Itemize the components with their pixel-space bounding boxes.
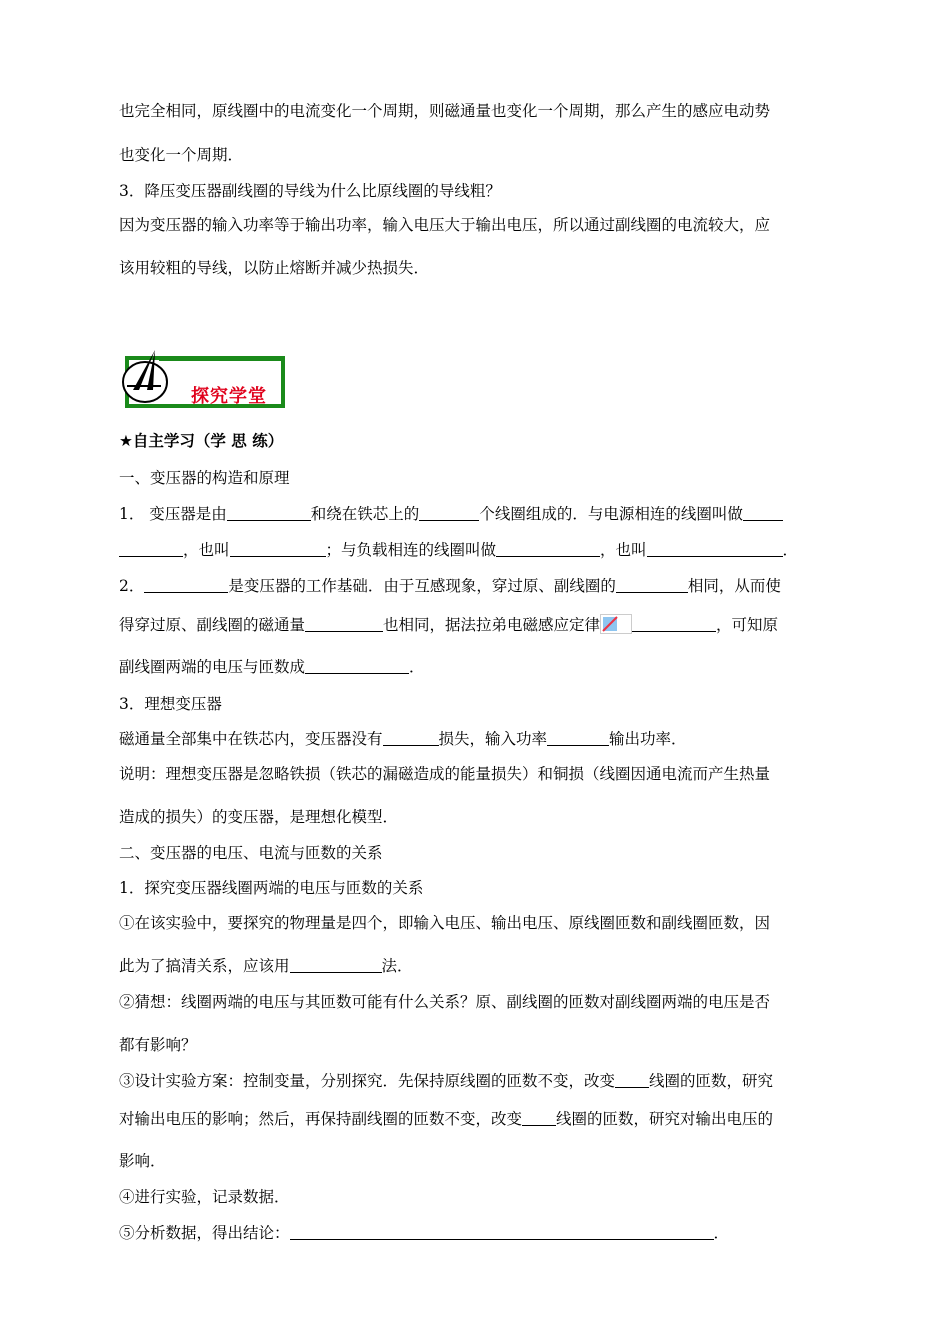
blank[interactable]: [383, 729, 439, 746]
blank[interactable]: [616, 576, 688, 593]
text-line: 影响．: [119, 1152, 166, 1170]
text: 线圈的匝数，研究对输出电压的: [556, 1110, 774, 1128]
text-line: ②猜想：线圈两端的电压与其匝数可能有什么关系？原、副线圈的匝数对副线圈两端的电压是否: [119, 993, 771, 1011]
text: 和绕在铁芯上的: [310, 505, 420, 523]
subheading: 3．理想变压器: [119, 695, 222, 713]
answer-line: 该用较粗的导线，以防止熔断并减少热损失．: [119, 259, 430, 277]
blank[interactable]: [305, 615, 383, 632]
text: 损失，输入功率: [438, 730, 548, 748]
fill-line: [119, 1223, 729, 1243]
logo-text: 探究学堂: [191, 386, 267, 407]
text: 此为了搞清关系，应该用: [119, 957, 290, 975]
blank[interactable]: [227, 504, 311, 521]
fill-line: [119, 504, 783, 524]
text: ，也叫: [600, 541, 647, 559]
fill-line: [119, 729, 687, 749]
text: 磁通量全部集中在铁芯内，变压器没有: [119, 730, 383, 748]
subheading: 1．探究变压器线圈两端的电压与匝数的关系: [119, 879, 424, 897]
text: ．: [409, 658, 425, 676]
self-study-heading: ★自主学习（学 思 练）: [119, 432, 284, 450]
text: 对输出电压的影响；然后，再保持副线圈的匝数不变，改变: [119, 1110, 523, 1128]
text: ⑤分析数据，得出结论：: [119, 1224, 290, 1242]
blank[interactable]: [119, 540, 183, 557]
question-3: 3．降压变压器副线圈的导线为什么比原线圈的导线粗？: [119, 182, 501, 200]
text-line: 造成的损失）的变压器，是理想化模型．: [119, 808, 399, 826]
fill-line: [119, 657, 425, 677]
text: 输出功率．: [609, 730, 687, 748]
answer-line: 因为变压器的输入功率等于输出功率，输入电压大于输出电压，所以通过副线圈的电流较大，应: [119, 216, 771, 234]
blank[interactable]: [522, 1109, 556, 1126]
fill-line: [119, 956, 413, 976]
blank[interactable]: [647, 540, 783, 557]
text: ，也叫: [183, 541, 230, 559]
text: 法．: [381, 957, 413, 975]
section-logo: [119, 346, 287, 410]
blank[interactable]: [632, 615, 716, 632]
text: ．: [713, 1224, 730, 1242]
text: 副线圈两端的电压与匝数成: [119, 658, 306, 676]
text: ，可知原: [716, 616, 779, 634]
fill-line: [119, 1109, 773, 1129]
blank[interactable]: [144, 576, 228, 593]
fill-line: [119, 614, 778, 635]
text: 2．: [119, 577, 145, 595]
text: 1． 变压器是由: [119, 505, 227, 523]
section-heading: 二、变压器的电压、电流与匝数的关系: [119, 844, 383, 862]
blank[interactable]: [496, 540, 600, 557]
fill-line: [119, 1071, 773, 1091]
text-line: 都有影响？: [119, 1036, 197, 1054]
text: 得穿过原、副线圈的磁通量: [119, 616, 306, 634]
fill-line: [119, 576, 781, 596]
text: ；与负载相连的线圈叫做: [325, 541, 497, 559]
blank[interactable]: [290, 956, 382, 973]
blank[interactable]: [230, 540, 326, 557]
blank[interactable]: [615, 1071, 649, 1088]
fill-line: [119, 540, 798, 560]
blank[interactable]: [743, 504, 783, 521]
text-line: 也完全相同，原线圈中的电流变化一个周期，则磁通量也变化一个周期，那么产生的感应电动势: [119, 102, 771, 120]
text: 相同，从而使: [687, 577, 781, 595]
text-line: ④进行实验，记录数据．: [119, 1188, 290, 1206]
text: 是变压器的工作基础．由于互感现象，穿过原、副线圈的: [228, 577, 616, 595]
broken-image-icon: [600, 614, 632, 634]
text: ③设计实验方案：控制变量，分别探究．先保持原线圈的匝数不变，改变: [119, 1072, 616, 1090]
text-line: 也变化一个周期．: [119, 146, 244, 164]
text-line: 说明：理想变压器是忽略铁损（铁芯的漏磁造成的能量损失）和铜损（线圈因通电流而产生热量: [119, 765, 771, 783]
text-line: ①在该实验中，要探究的物理量是四个，即输入电压、输出电压、原线圈匝数和副线圈匝数，因: [119, 914, 771, 932]
text: 个线圈组成的．与电源相连的线圈叫做: [479, 505, 743, 523]
blank[interactable]: [290, 1223, 714, 1240]
text: 线圈的匝数，研究: [649, 1072, 774, 1090]
section-heading: 一、变压器的构造和原理: [119, 469, 290, 487]
blank[interactable]: [305, 657, 409, 674]
blank[interactable]: [419, 504, 479, 521]
text: ．: [782, 541, 799, 559]
text: 也相同，据法拉弟电磁感应定律: [383, 616, 601, 634]
blank[interactable]: [547, 729, 609, 746]
